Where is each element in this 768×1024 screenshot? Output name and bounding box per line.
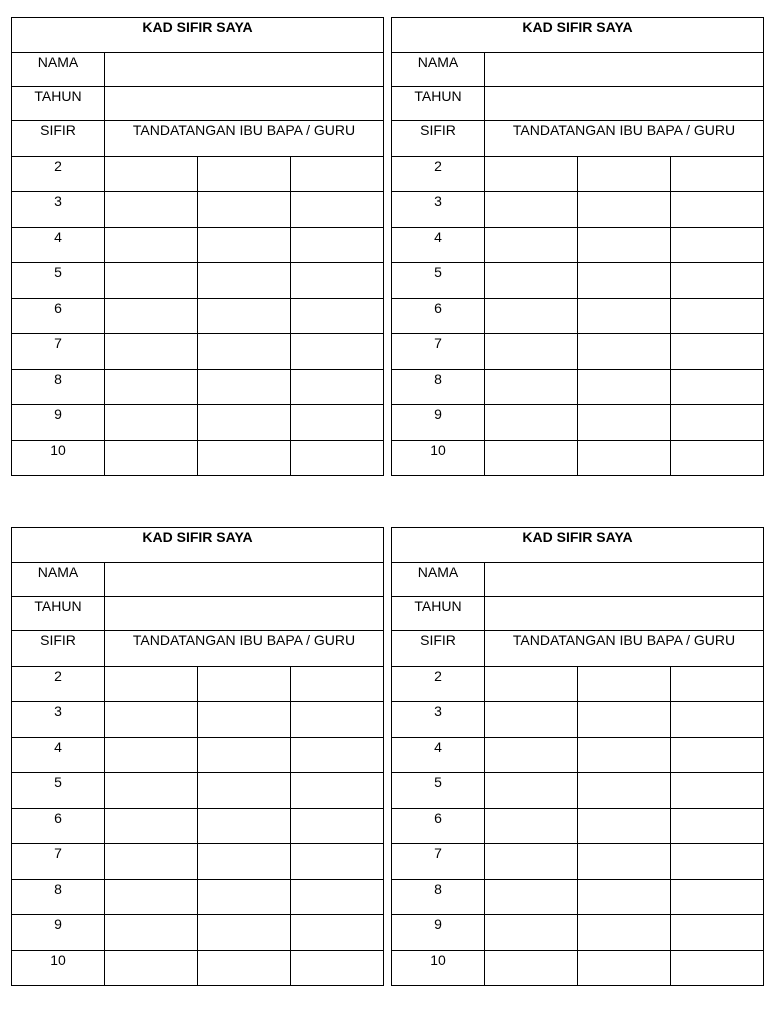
- name-label: NAMA: [392, 563, 485, 597]
- signature-cell[interactable]: [485, 809, 578, 844]
- table-label: SIFIR: [392, 121, 485, 157]
- signature-cell[interactable]: [578, 334, 671, 370]
- table-number: 8: [12, 370, 105, 405]
- signature-cell[interactable]: [105, 157, 198, 192]
- signature-cell[interactable]: [485, 667, 578, 702]
- signature-cell[interactable]: [578, 738, 671, 773]
- signature-cell[interactable]: [485, 405, 578, 441]
- times-table-card: [11, 17, 384, 476]
- table-number: 3: [392, 192, 485, 228]
- signature-cell[interactable]: [291, 702, 384, 738]
- table-number: 7: [12, 334, 105, 370]
- signature-cell[interactable]: [671, 915, 764, 951]
- signature-cell[interactable]: [671, 405, 764, 441]
- signature-cell[interactable]: [671, 809, 764, 844]
- table-number: 6: [392, 299, 485, 334]
- card-title: KAD SIFIR SAYA: [12, 18, 384, 53]
- signature-cell[interactable]: [198, 773, 291, 809]
- signature-cell[interactable]: [105, 702, 198, 738]
- table-number: 8: [392, 880, 485, 915]
- table-number: 5: [12, 263, 105, 299]
- table-number: 6: [12, 809, 105, 844]
- signature-cell[interactable]: [578, 441, 671, 476]
- signature-cell[interactable]: [291, 192, 384, 228]
- name-field[interactable]: [485, 53, 764, 87]
- name-label: NAMA: [12, 53, 105, 87]
- signature-cell[interactable]: [578, 880, 671, 915]
- table-number: 10: [12, 441, 105, 476]
- signature-cell[interactable]: [198, 738, 291, 773]
- signature-cell[interactable]: [198, 405, 291, 441]
- signature-cell[interactable]: [291, 441, 384, 476]
- signature-cell[interactable]: [671, 667, 764, 702]
- year-field[interactable]: [485, 87, 764, 121]
- signature-cell[interactable]: [198, 192, 291, 228]
- signature-cell[interactable]: [291, 263, 384, 299]
- table-number: 9: [12, 405, 105, 441]
- signature-cell[interactable]: [578, 370, 671, 405]
- signature-cell[interactable]: [671, 951, 764, 986]
- signature-cell[interactable]: [485, 334, 578, 370]
- times-table-card: [391, 527, 764, 986]
- signature-cell[interactable]: [198, 299, 291, 334]
- table-number: 4: [12, 228, 105, 263]
- signature-cell[interactable]: [291, 809, 384, 844]
- signature-cell[interactable]: [105, 951, 198, 986]
- signature-cell[interactable]: [671, 773, 764, 809]
- signature-cell[interactable]: [485, 192, 578, 228]
- table-number: 3: [12, 702, 105, 738]
- signature-cell[interactable]: [578, 915, 671, 951]
- signature-cell[interactable]: [485, 228, 578, 263]
- signature-cell[interactable]: [198, 334, 291, 370]
- signature-cell[interactable]: [578, 844, 671, 880]
- signature-cell[interactable]: [578, 951, 671, 986]
- signature-cell[interactable]: [671, 702, 764, 738]
- table-number: 8: [12, 880, 105, 915]
- year-label: TAHUN: [392, 87, 485, 121]
- signature-cell[interactable]: [485, 299, 578, 334]
- name-label: NAMA: [12, 563, 105, 597]
- signature-cell[interactable]: [291, 951, 384, 986]
- card-title: KAD SIFIR SAYA: [12, 528, 384, 563]
- signature-cell[interactable]: [105, 738, 198, 773]
- signature-cell[interactable]: [291, 915, 384, 951]
- signature-cell[interactable]: [485, 263, 578, 299]
- signature-cell[interactable]: [485, 370, 578, 405]
- signature-header: TANDATANGAN IBU BAPA / GURU: [105, 631, 384, 667]
- signature-cell[interactable]: [105, 263, 198, 299]
- table-number: 4: [392, 228, 485, 263]
- signature-cell[interactable]: [105, 192, 198, 228]
- signature-cell[interactable]: [671, 157, 764, 192]
- year-label: TAHUN: [12, 87, 105, 121]
- name-field[interactable]: [105, 53, 384, 87]
- signature-cell[interactable]: [105, 915, 198, 951]
- signature-cell[interactable]: [671, 263, 764, 299]
- signature-cell[interactable]: [105, 405, 198, 441]
- signature-cell[interactable]: [105, 370, 198, 405]
- year-field[interactable]: [485, 597, 764, 631]
- table-number: 3: [12, 192, 105, 228]
- signature-cell[interactable]: [198, 263, 291, 299]
- signature-cell[interactable]: [105, 844, 198, 880]
- table-number: 6: [392, 809, 485, 844]
- table-number: 5: [392, 773, 485, 809]
- signature-cell[interactable]: [291, 405, 384, 441]
- signature-cell[interactable]: [485, 157, 578, 192]
- signature-cell[interactable]: [198, 809, 291, 844]
- signature-header: TANDATANGAN IBU BAPA / GURU: [485, 121, 764, 157]
- signature-cell[interactable]: [105, 441, 198, 476]
- table-number: 6: [12, 299, 105, 334]
- signature-cell[interactable]: [291, 667, 384, 702]
- card-title: KAD SIFIR SAYA: [392, 18, 764, 53]
- signature-cell[interactable]: [578, 228, 671, 263]
- signature-cell[interactable]: [291, 334, 384, 370]
- signature-cell[interactable]: [198, 915, 291, 951]
- signature-cell[interactable]: [291, 738, 384, 773]
- table-label: SIFIR: [12, 631, 105, 667]
- table-number: 5: [392, 263, 485, 299]
- signature-cell[interactable]: [485, 844, 578, 880]
- signature-header: TANDATANGAN IBU BAPA / GURU: [105, 121, 384, 157]
- signature-cell[interactable]: [485, 441, 578, 476]
- signature-cell[interactable]: [578, 157, 671, 192]
- signature-cell[interactable]: [291, 773, 384, 809]
- signature-cell[interactable]: [291, 157, 384, 192]
- signature-cell[interactable]: [291, 880, 384, 915]
- table-number: 9: [12, 915, 105, 951]
- table-number: 7: [392, 844, 485, 880]
- signature-cell[interactable]: [105, 334, 198, 370]
- table-number: 4: [12, 738, 105, 773]
- signature-cell[interactable]: [578, 299, 671, 334]
- signature-cell[interactable]: [198, 228, 291, 263]
- table-label: SIFIR: [12, 121, 105, 157]
- signature-cell[interactable]: [671, 299, 764, 334]
- signature-cell[interactable]: [671, 441, 764, 476]
- signature-cell[interactable]: [578, 809, 671, 844]
- signature-cell[interactable]: [578, 773, 671, 809]
- signature-cell[interactable]: [485, 915, 578, 951]
- signature-cell[interactable]: [291, 844, 384, 880]
- year-label: TAHUN: [12, 597, 105, 631]
- name-label: NAMA: [392, 53, 485, 87]
- name-field[interactable]: [485, 563, 764, 597]
- signature-cell[interactable]: [578, 263, 671, 299]
- times-table-card: [391, 17, 764, 476]
- signature-cell[interactable]: [105, 809, 198, 844]
- signature-cell[interactable]: [105, 773, 198, 809]
- table-number: 2: [12, 157, 105, 192]
- table-number: 8: [392, 370, 485, 405]
- signature-cell[interactable]: [198, 880, 291, 915]
- signature-cell[interactable]: [198, 157, 291, 192]
- signature-cell[interactable]: [198, 441, 291, 476]
- signature-cell[interactable]: [198, 951, 291, 986]
- signature-cell[interactable]: [485, 880, 578, 915]
- table-number: 2: [392, 667, 485, 702]
- signature-cell[interactable]: [198, 667, 291, 702]
- signature-cell[interactable]: [485, 773, 578, 809]
- table-number: 10: [392, 951, 485, 986]
- signature-cell[interactable]: [485, 738, 578, 773]
- year-field[interactable]: [105, 87, 384, 121]
- signature-cell[interactable]: [671, 334, 764, 370]
- signature-cell[interactable]: [198, 702, 291, 738]
- signature-cell[interactable]: [671, 880, 764, 915]
- table-number: 2: [12, 667, 105, 702]
- signature-cell[interactable]: [291, 228, 384, 263]
- table-number: 10: [392, 441, 485, 476]
- signature-cell[interactable]: [671, 192, 764, 228]
- signature-cell[interactable]: [105, 880, 198, 915]
- signature-cell[interactable]: [578, 192, 671, 228]
- table-number: 4: [392, 738, 485, 773]
- signature-cell[interactable]: [105, 299, 198, 334]
- table-number: 2: [392, 157, 485, 192]
- year-field[interactable]: [105, 597, 384, 631]
- signature-cell[interactable]: [578, 702, 671, 738]
- table-label: SIFIR: [392, 631, 485, 667]
- signature-cell[interactable]: [198, 370, 291, 405]
- signature-cell[interactable]: [291, 370, 384, 405]
- table-number: 7: [392, 334, 485, 370]
- signature-cell[interactable]: [578, 405, 671, 441]
- table-number: 9: [392, 915, 485, 951]
- table-number: 5: [12, 773, 105, 809]
- table-number: 9: [392, 405, 485, 441]
- signature-cell[interactable]: [671, 370, 764, 405]
- signature-cell[interactable]: [291, 299, 384, 334]
- signature-cell[interactable]: [105, 667, 198, 702]
- signature-cell[interactable]: [671, 738, 764, 773]
- name-field[interactable]: [105, 563, 384, 597]
- signature-cell[interactable]: [485, 702, 578, 738]
- year-label: TAHUN: [392, 597, 485, 631]
- table-number: 3: [392, 702, 485, 738]
- signature-cell[interactable]: [485, 951, 578, 986]
- signature-cell[interactable]: [578, 667, 671, 702]
- table-number: 10: [12, 951, 105, 986]
- signature-cell[interactable]: [671, 228, 764, 263]
- times-table-card: [11, 527, 384, 986]
- table-number: 7: [12, 844, 105, 880]
- card-title: KAD SIFIR SAYA: [392, 528, 764, 563]
- signature-cell[interactable]: [105, 228, 198, 263]
- signature-header: TANDATANGAN IBU BAPA / GURU: [485, 631, 764, 667]
- signature-cell[interactable]: [198, 844, 291, 880]
- signature-cell[interactable]: [671, 844, 764, 880]
